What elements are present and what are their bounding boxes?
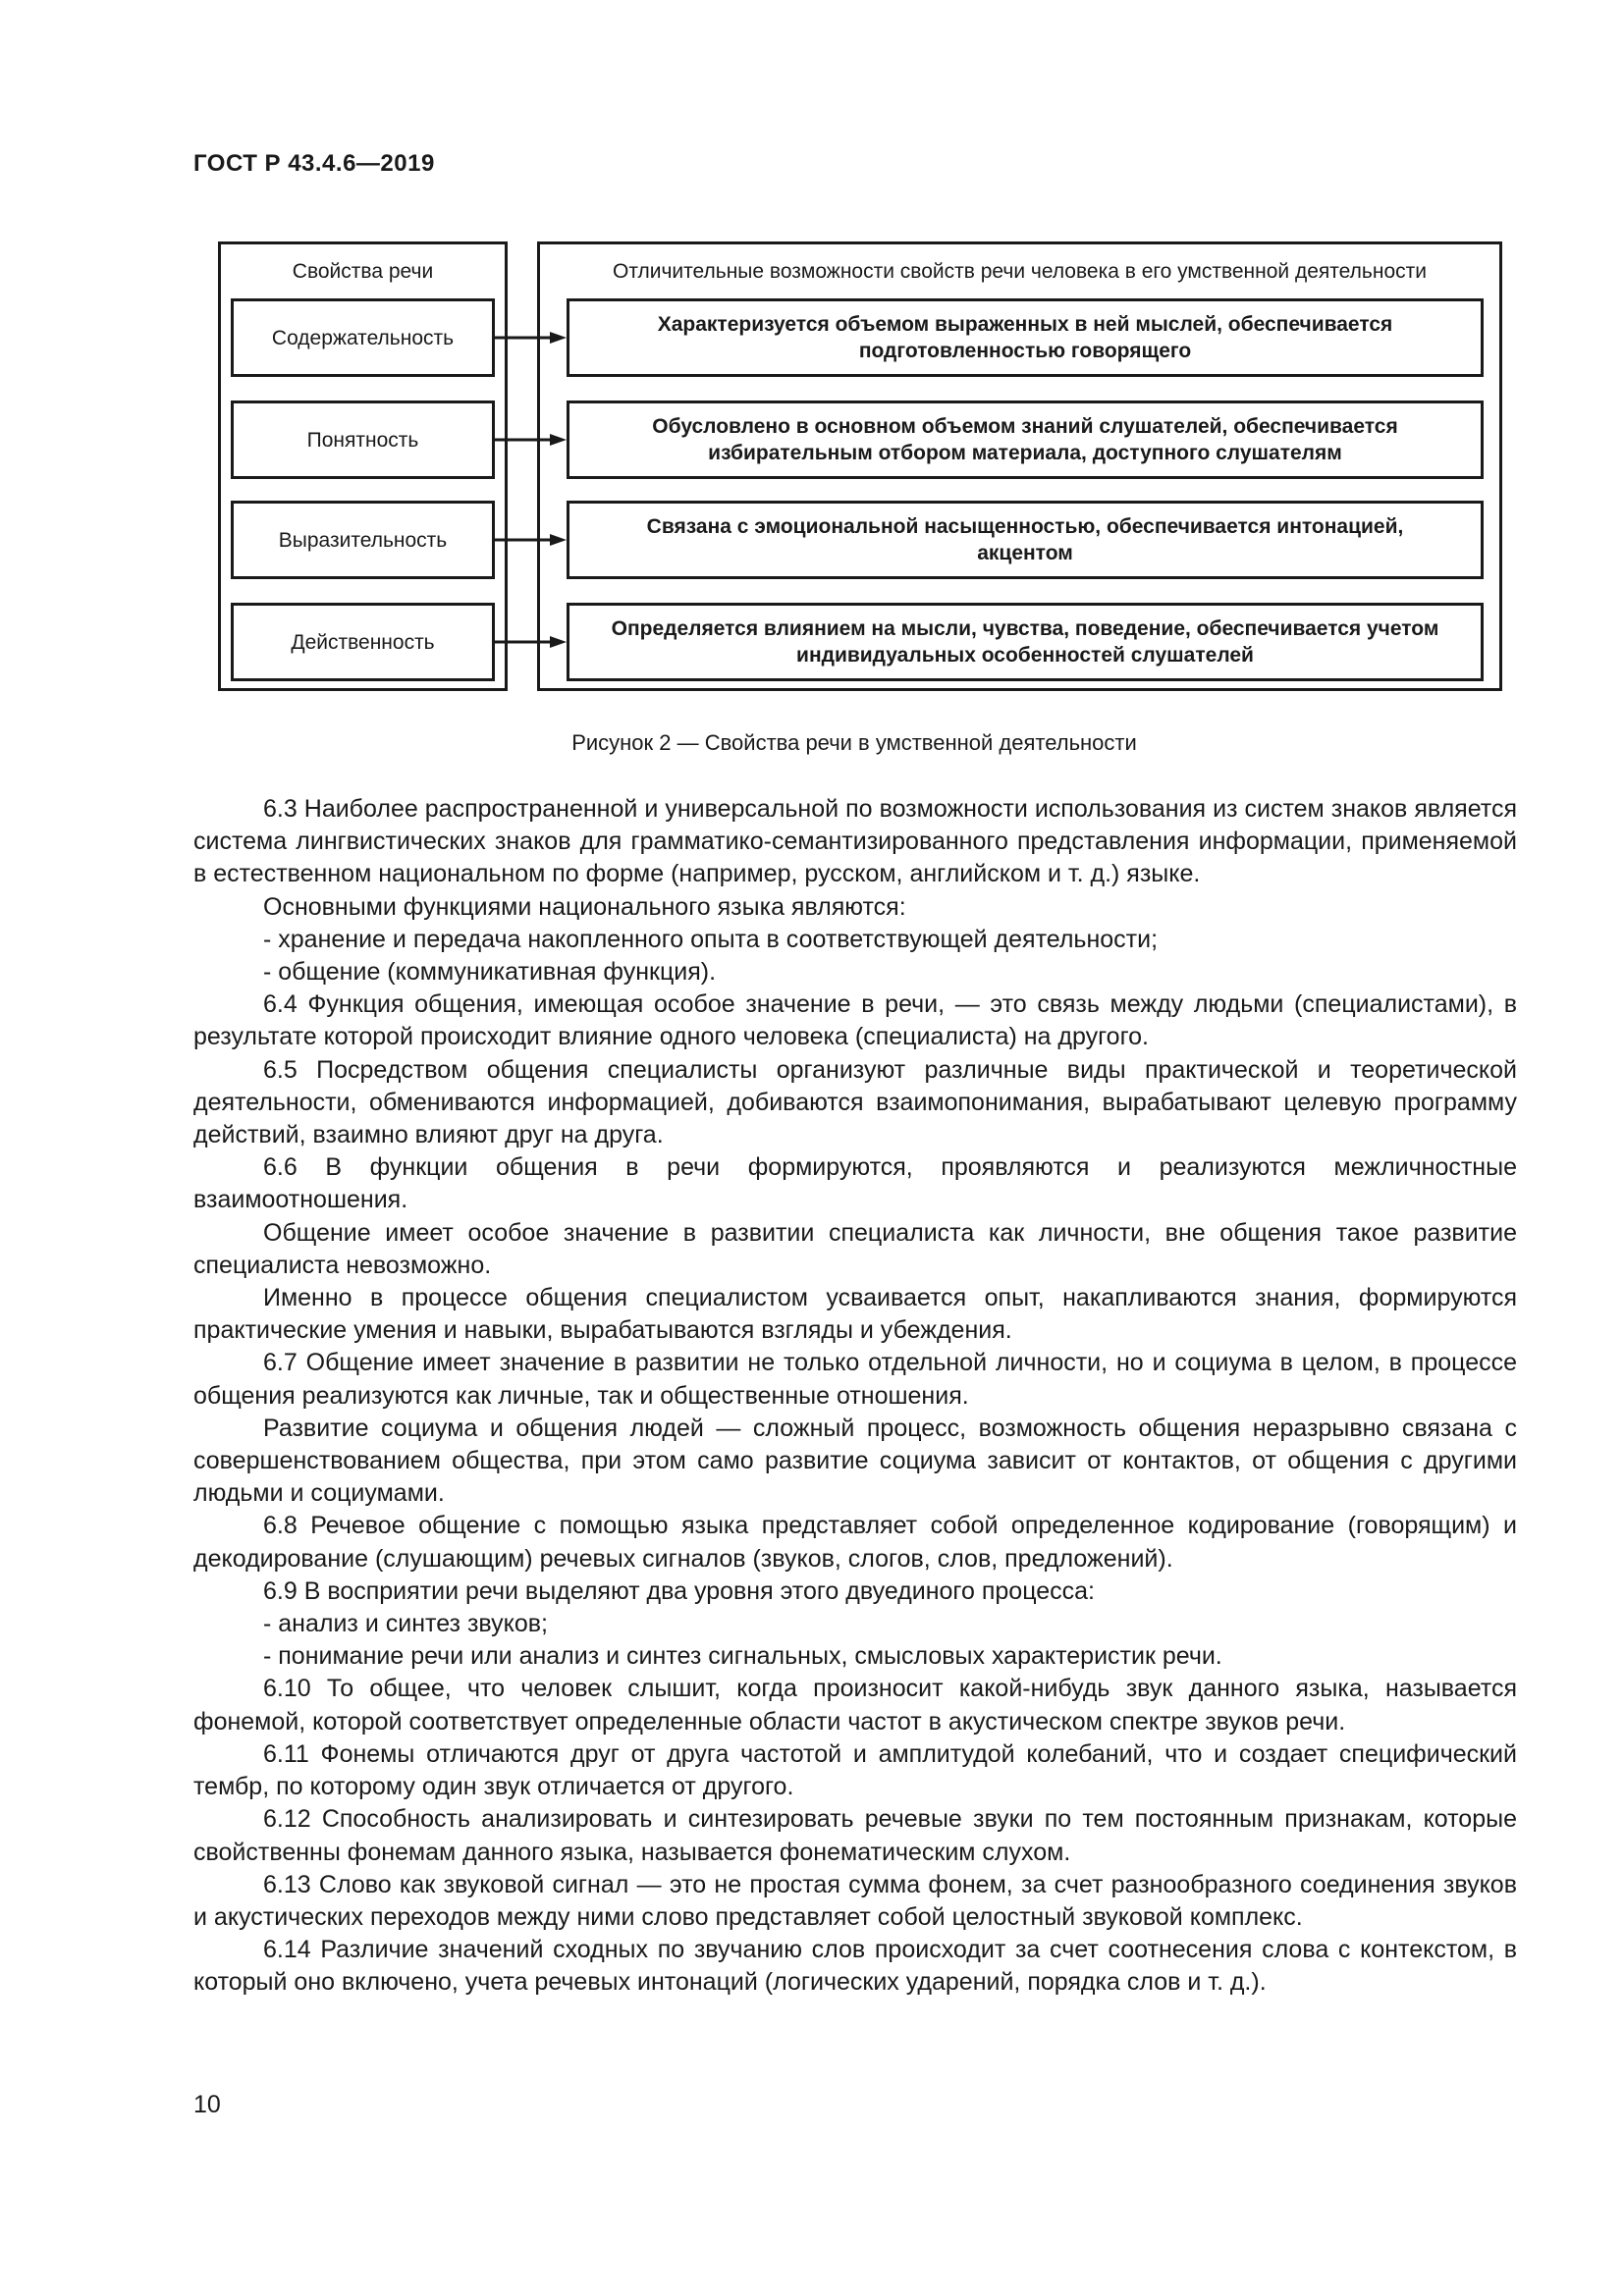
figure-caption: Рисунок 2 — Свойства речи в умственной деятельности xyxy=(571,730,1137,755)
list-item: - общение (коммуникативная функция). xyxy=(263,958,717,987)
capabilities-frame-title: Отличительные возможности свойств речи человека в его умственной деятельности xyxy=(613,260,1427,283)
list-item: - хранение и передача накопленного опыта в соответствующей деятельности; xyxy=(263,925,1159,953)
paragraph: 6.11 Фонемы отличаются друг от друга частотой и амплитудой колебаний, что и создает специфический тембр, по которому один звук отличается от другого. xyxy=(193,1739,1517,1801)
paragraph: 6.14 Различие значений сходных по звучанию слов происходит за счет соотнесения слова с контекстом, в который оно включено, учета речевых интонаций (логических ударений, порядка слов и т. д.). xyxy=(193,1936,1517,1997)
paragraph: Общение имеет особое значение в развитии специалиста как личности, вне общения такое развитие специалиста невозможно. xyxy=(193,1218,1517,1279)
page-number: 10 xyxy=(193,2091,221,2118)
paragraph: Основными функциями национального языка являются: xyxy=(263,892,906,921)
paragraph: 6.10 То общее, что человек слышит, когда произносит какой-нибудь звук данного языка, называется фонемой, которой соответствует определенные области частот в акустическом спектре звуков речи. xyxy=(193,1675,1517,1735)
paragraph: 6.3 Наиболее распространенной и универсальной по возможности использования из систем знаков является система лингвистических знаков для грамматико-семантизированного представления информации, применяемой в естественном национальном по форме (например, русском, английском и т. д.) языке. xyxy=(193,795,1517,888)
paragraph: 6.7 Общение имеет значение в развитии не только отдельной личности, но и социума в целом, в процессе общения реализуются как личные, так и общественные отношения. xyxy=(193,1349,1517,1410)
paragraph: 6.8 Речевое общение с помощью языка представляет собой определенное кодирование (говорящим) и декодирование (слушающим) речевых сигналов (звуков, слогов, слов, предложений). xyxy=(193,1512,1517,1573)
paragraph: Развитие социума и общения людей — сложный процесс, возможность общения неразрывно связана с совершенствованием общества, при этом само развитие социума зависит от контактов, от общения с другими людьми и социумами. xyxy=(193,1414,1517,1508)
document-code-header: ГОСТ Р 43.4.6—2019 xyxy=(193,150,435,177)
arrow-right-icon xyxy=(495,432,567,448)
description-box: Обусловлено в основном объемом знаний слушателей, обеспечивается избирательным отбором материала, доступного слушателям xyxy=(567,400,1484,479)
property-box: Понятность xyxy=(231,400,495,479)
arrow-right-icon xyxy=(495,532,567,548)
property-box: Содержательность xyxy=(231,298,495,377)
arrow-right-icon xyxy=(495,634,567,650)
paragraph: 6.6 В функции общения в речи формируются, проявляются и реализуются межличностные взаимоотношения. xyxy=(193,1153,1517,1214)
body-text xyxy=(193,793,1517,2000)
list-item: - понимание речи или анализ и синтез сигнальных, смысловых характеристик речи. xyxy=(263,1642,1222,1671)
property-box: Выразительность xyxy=(231,501,495,579)
description-box: Определяется влиянием на мысли, чувства, поведение, обеспечивается учетом индивидуальных особенностей слушателей xyxy=(567,603,1484,681)
property-box: Действенность xyxy=(231,603,495,681)
arrow-right-icon xyxy=(495,330,567,346)
paragraph: 6.12 Способность анализировать и синтезировать речевые звуки по тем постоянным признакам, которые свойственны фонемам данного языка, называется фонематическим слухом. xyxy=(193,1805,1517,1866)
paragraph: 6.13 Слово как звуковой сигнал — это не простая сумма фонем, за счет разнообразного соединения звуков и акустических переходов между ними слово представляет собой целостный звуковой комплекс. xyxy=(193,1870,1517,1931)
paragraph: 6.9 В восприятии речи выделяют два уровня этого двуединого процесса: xyxy=(263,1576,1095,1605)
paragraph: 6.4 Функция общения, имеющая особое значение в речи, — это связь между людьми (специалистами), в результате которой происходит влияние одного человека (специалиста) на другого. xyxy=(193,990,1517,1051)
properties-frame-title: Свойства речи xyxy=(292,260,434,283)
list-item: - анализ и синтез звуков; xyxy=(263,1610,549,1638)
description-box: Связана с эмоциональной насыщенностью, обеспечивается интонацией, акцентом xyxy=(567,501,1484,579)
paragraph: 6.5 Посредством общения специалисты организуют различные виды практической и теоретической деятельности, обмениваются информацией, добиваются взаимопонимания, вырабатывают целевую программу действий, взаимно влияют друг на друга. xyxy=(193,1055,1517,1149)
paragraph: Именно в процессе общения специалистом усваивается опыт, накапливаются знания, формируются практические умения и навыки, вырабатываются взгляды и убеждения. xyxy=(193,1284,1517,1345)
description-box: Характеризуется объемом выраженных в ней мыслей, обеспечивается подготовленностью говорящего xyxy=(567,298,1484,377)
